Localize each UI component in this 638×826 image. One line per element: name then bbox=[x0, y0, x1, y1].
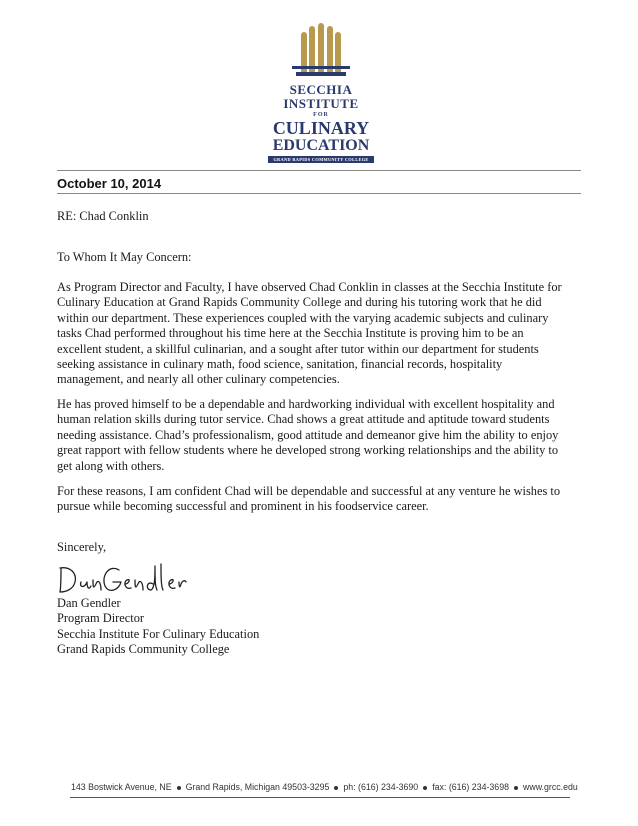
footer-rule bbox=[70, 797, 570, 798]
adirondack-chair-icon bbox=[268, 22, 374, 84]
bullet-icon bbox=[334, 786, 338, 790]
paragraph-line: within our department. These experiences coupled with the varying academic subjects and culinary bbox=[57, 310, 549, 325]
signer-title: Program Director bbox=[57, 611, 145, 626]
institute-logo bbox=[268, 22, 374, 162]
handwritten-signature bbox=[57, 560, 187, 596]
paragraph-line: human relation skills during tutor service. Chad shows a great attitude and aptitude toward students bbox=[57, 412, 550, 427]
salutation: To Whom It May Concern: bbox=[57, 250, 192, 264]
paragraph-line: great rapport with fellow students where he developed strong working relationships and the ability to bbox=[57, 443, 559, 458]
date-rule bbox=[57, 193, 581, 194]
paragraph-line: management, and nearly all other culinary competencies. bbox=[57, 372, 340, 387]
paragraph-line: Culinary Education at Grand Rapids Community College and during his tutoring work that he did bbox=[57, 295, 542, 310]
footer-fax: fax: (616) 234-3698 bbox=[432, 782, 509, 792]
paragraph-1 bbox=[57, 280, 587, 388]
closing: Sincerely, bbox=[57, 540, 107, 554]
paragraph-2 bbox=[57, 397, 587, 474]
signer-college: Grand Rapids Community College bbox=[57, 642, 230, 657]
paragraph-line: seeking assistance in culinary math, food science, sanitation, financial records, hospitality bbox=[57, 357, 503, 372]
bullet-icon bbox=[423, 786, 427, 790]
logo-institute: INSTITUTE bbox=[283, 96, 359, 111]
logo-culinary: CULINARY bbox=[272, 118, 370, 138]
paragraph-line: get along with others. bbox=[57, 458, 165, 473]
letter-date: October 10, 2014 bbox=[57, 176, 162, 191]
signer-name: Dan Gendler bbox=[57, 596, 121, 610]
footer-contact bbox=[71, 782, 578, 792]
logo-college: GRAND RAPIDS COMMUNITY COLLEGE bbox=[268, 156, 374, 163]
paragraph-line: excellent student, a skillful culinarian, and a sought after tutor within our department for students bbox=[57, 341, 539, 356]
signer-org: Secchia Institute For Culinary Education bbox=[57, 626, 260, 641]
paragraph-line: As Program Director and Faculty, I have observed Chad Conklin in classes at the Secchia Institute for bbox=[57, 280, 562, 294]
footer-web: www.grcc.edu bbox=[522, 782, 578, 792]
paragraph-line: tasks Chad performed throughout his time here at the Secchia Institute is proving him to be an bbox=[57, 326, 524, 341]
bullet-icon bbox=[177, 786, 181, 790]
paragraph-line: For these reasons, I am confident Chad will be dependable and successful at any venture he wishes to bbox=[57, 484, 561, 498]
footer-address: 143 Bostwick Avenue, NE bbox=[71, 782, 172, 792]
paragraph-line: pursue while becoming successful and prominent in his foodservice career. bbox=[57, 499, 429, 514]
logo-secchia: SECCHIA bbox=[289, 82, 353, 97]
bullet-icon bbox=[514, 786, 518, 790]
logo-education: EDUCATION bbox=[272, 137, 370, 154]
paragraph-3 bbox=[57, 484, 587, 515]
re-line: RE: Chad Conklin bbox=[57, 209, 149, 223]
footer-phone: ph: (616) 234-3690 bbox=[343, 782, 419, 792]
paragraph-line: needing assistance. Chad’s professionalism, good attitude and demeanor give him the ability to enjoy bbox=[57, 427, 559, 442]
header-rule bbox=[57, 170, 581, 171]
footer-city: Grand Rapids, Michigan 49503-3295 bbox=[185, 782, 330, 792]
paragraph-line: He has proved himself to be a dependable and hardworking individual with excellent hospitality and bbox=[57, 397, 555, 411]
logo-for: FOR bbox=[313, 112, 329, 118]
signature-block bbox=[57, 596, 587, 658]
